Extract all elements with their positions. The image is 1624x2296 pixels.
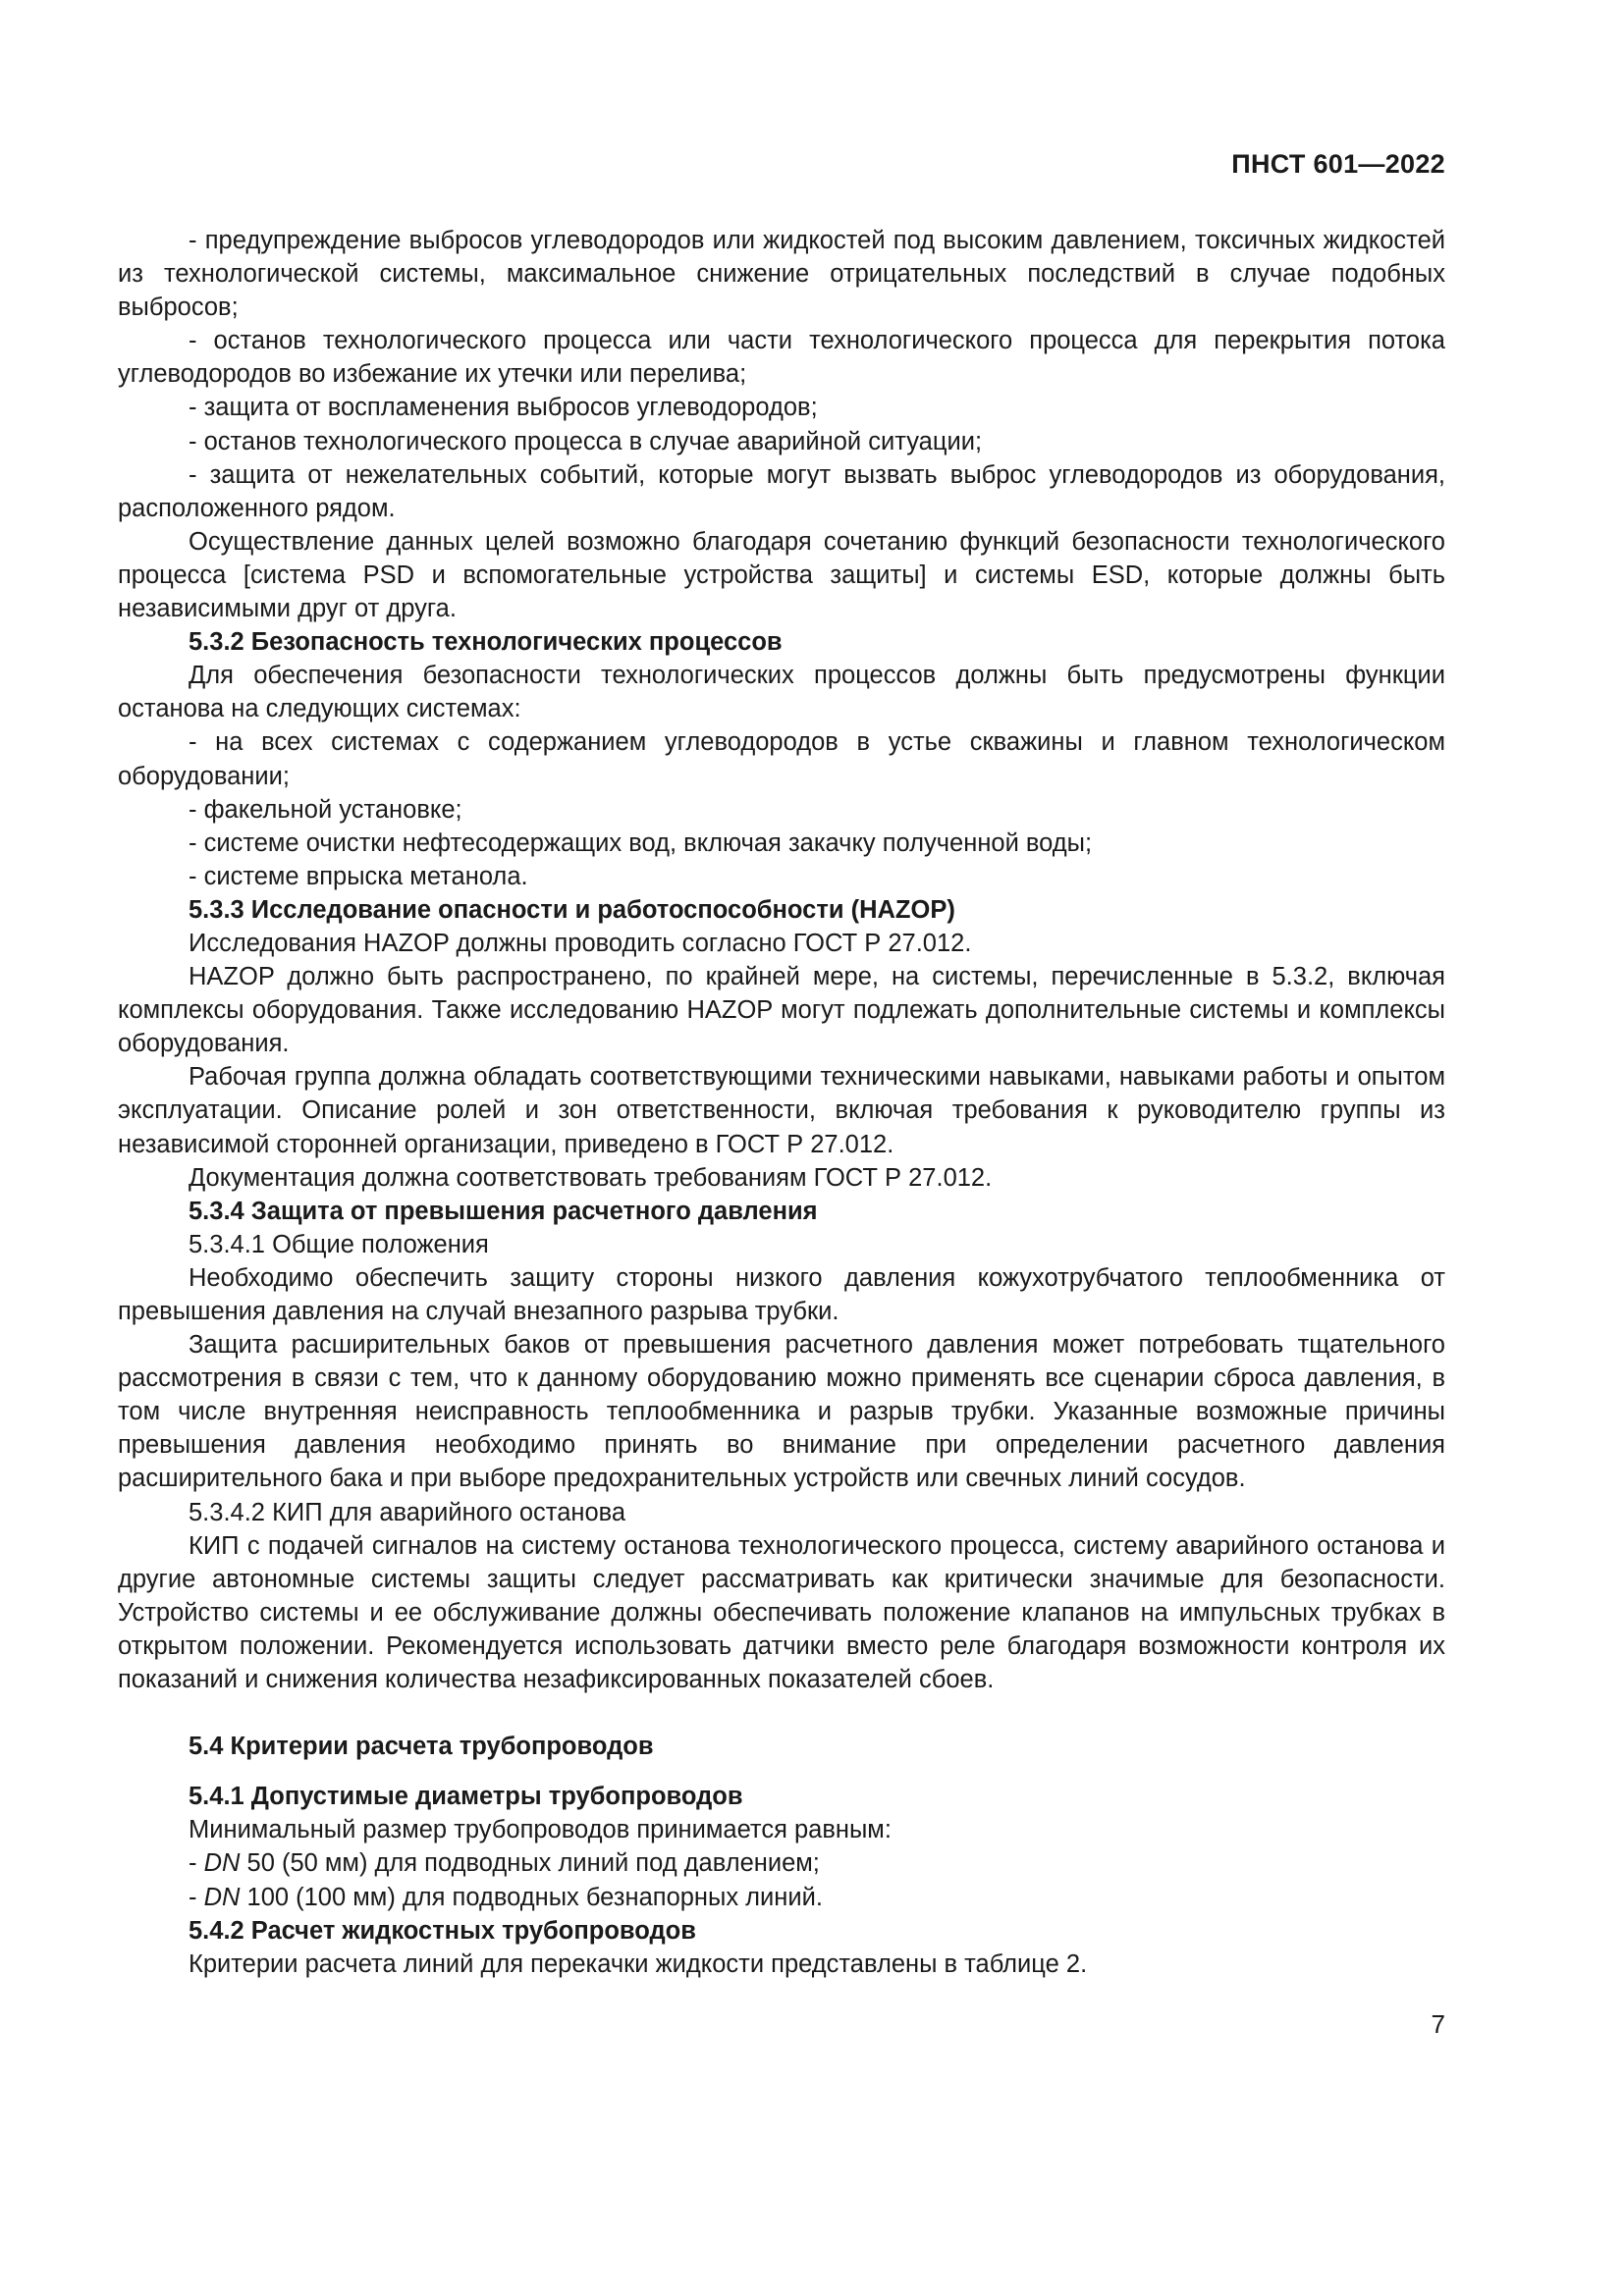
paragraph: - системе впрыска метанола. [189,862,528,890]
document-id: ПНСТ 601—2022 [1231,149,1445,179]
paragraph: Защита расширительных баков от превышения расчетного давления может потребовать тщательного рассмотрения в связи с тем, что к данному оборудованию можно применять все сценарии сброса давления, в том числе внутренняя неисправность теплообменника и разрыв трубки. Указанные возможные причины превышения давления необходимо принять во внимание при определении расчетного давления расширительного бака и при выборе предохранительных устройств или свечных линий сосудов. [118,1331,1445,1493]
page-number: 7 [1431,2009,1445,2039]
section-heading-5-4: 5.4 Критерии расчета трубопроводов [189,1733,654,1761]
paragraph: - останов технологического процесса в случае аварийной ситуации; [189,427,983,455]
paragraph: КИП с подачей сигналов на систему останова технологического процесса, систему аварийного останова и другие автономные системы защиты следует рассматривать как критически значимые для безопасности. Устройство системы и ее обслуживание должны обеспечивать положение клапанов на импульсных трубках в открытом положении. Рекомендуется использовать датчики вместо реле благодаря возможности контроля их показаний и снижения количества незафиксированных показателей сбоев. [118,1531,1445,1694]
document-body [118,224,1445,1981]
section-heading-5-3-3: 5.3.3 Исследование опасности и работоспособности (HAZOP) [189,895,955,924]
dn-symbol: DN [203,1883,241,1911]
paragraph: Документация должна соответствовать требованиям ГОСТ Р 27.012. [189,1163,993,1192]
paragraph: - останов технологического процесса или части технологического процесса для перекрытия потока углеводородов во избежание их утечки или перелива; [118,327,1445,389]
list-item [118,1881,1445,1914]
section-heading-5-3-2: 5.3.2 Безопасность технологических процессов [189,628,783,657]
paragraph: Рабочая группа должна обладать соответствующими техническими навыками, навыками работы и опытом эксплуатации. Описание ролей и зон ответственности, включая требования к руководителю группы из независимой сторонней организации, приведено в ГОСТ Р 27.012. [118,1063,1445,1158]
paragraph: Минимальный размер трубопроводов принимается равным: [189,1816,892,1844]
list-item-text: 50 (50 мм) для подводных линий под давлением; [240,1849,820,1878]
list-item-text: 100 (100 мм) для подводных безнапорных линий. [240,1883,823,1911]
list-dash: - [189,1883,204,1911]
paragraph: - на всех системах с содержанием углеводородов в устье скважины и главном технологическом оборудовании; [118,728,1445,790]
paragraph: Осуществление данных целей возможно благодаря сочетанию функций безопасности технологического процесса [система PSD и вспомогательные устройства защиты] и системы ESD, которые должны быть независимыми друг от друга. [118,527,1445,623]
paragraph: - предупреждение выбросов углеводородов или жидкостей под высоким давлением, токсичных жидкостей из технологической системы, максимальное снижение отрицательных последствий в случае подобных выбросов; [118,227,1445,322]
paragraph: Для обеспечения безопасности технологических процессов должны быть предусмотрены функции останова на следующих системах: [118,662,1445,723]
subsection-heading: 5.3.4.1 Общие положения [189,1230,489,1258]
paragraph: Критерии расчета линий для перекачки жидкости представлены в таблице 2. [189,1949,1088,1978]
paragraph: - факельной установке; [189,795,462,824]
paragraph: - защита от нежелательных событий, которые могут вызвать выброс углеводородов из оборудования, расположенного рядом. [118,460,1445,522]
list-item [118,1846,1445,1880]
list-dash: - [189,1849,204,1878]
section-heading-5-4-2: 5.4.2 Расчет жидкостных трубопроводов [189,1916,696,1945]
dn-symbol: DN [203,1849,241,1878]
paragraph: - защита от воспламенения выбросов углеводородов; [189,394,818,422]
paragraph: - системе очистки нефтесодержащих вод, включая закачку полученной воды; [189,828,1093,857]
subsection-heading: 5.3.4.2 КИП для аварийного останова [189,1498,626,1526]
paragraph: HAZOP должно быть распространено, по крайней мере, на системы, перечисленные в 5.3.2, включая комплексы оборудования. Также исследованию HAZOP могут подлежать дополнительные системы и комплексы оборудования. [118,963,1445,1058]
section-heading-5-3-4: 5.3.4 Защита от превышения расчетного давления [189,1197,818,1225]
paragraph: Исследования HAZOP должны проводить согласно ГОСТ Р 27.012. [189,929,972,957]
section-heading-5-4-1: 5.4.1 Допустимые диаметры трубопроводов [189,1783,743,1811]
paragraph: Необходимо обеспечить защиту стороны низкого давления кожухотрубчатого теплообменника от превышения давления на случай внезапного разрыва трубки. [118,1263,1445,1325]
